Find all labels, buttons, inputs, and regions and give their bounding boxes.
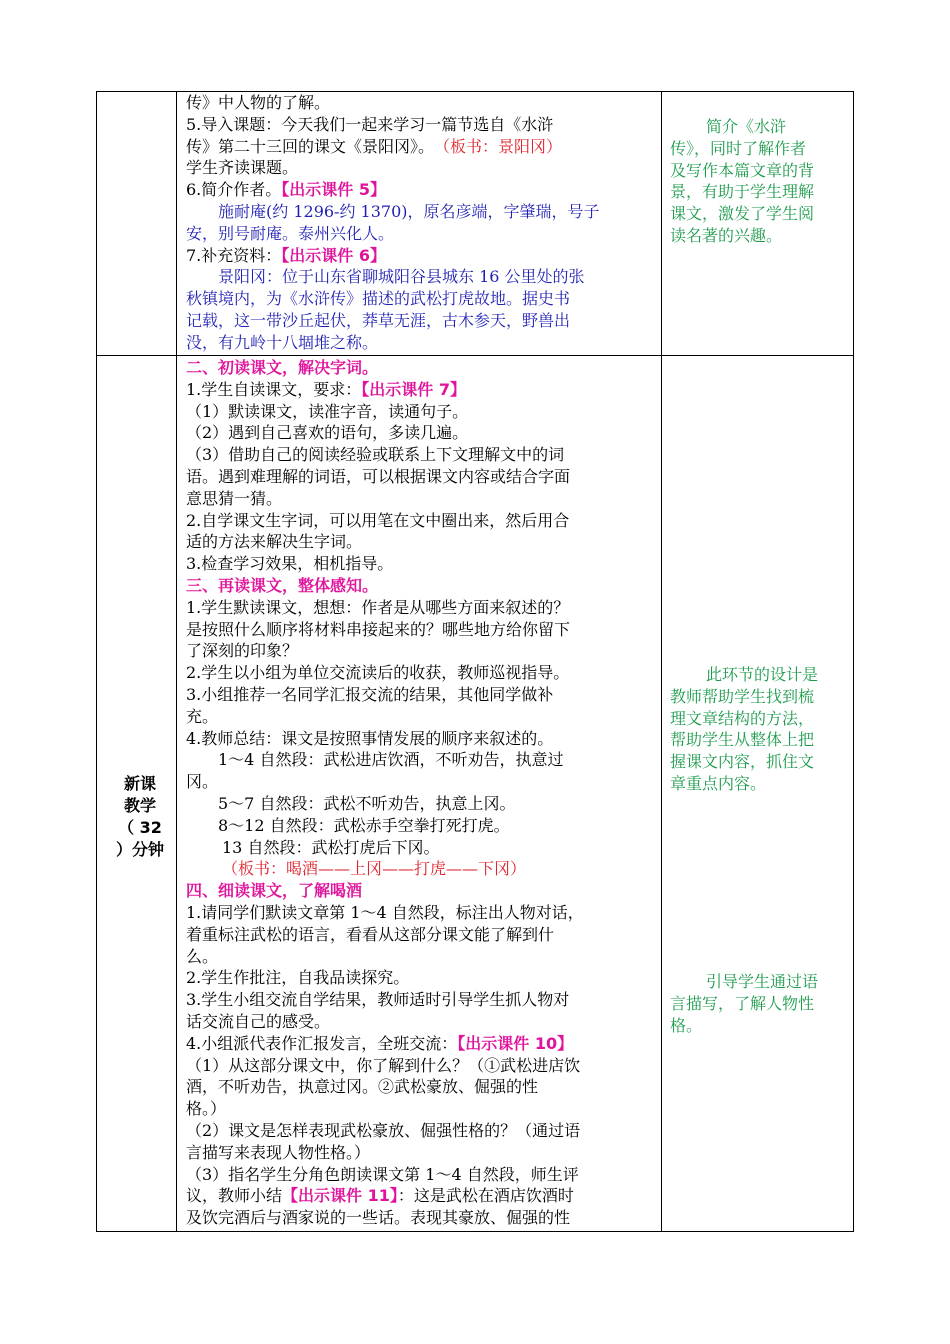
- line-text: 4.教师总结：课文是按照事情发展的顺序来叙述的。: [186, 728, 554, 748]
- line-text: 语。遇到难理解的词语，可以根据课文内容或结合字面: [186, 467, 571, 486]
- line-text: （2）课文是怎样表现武松豪放、倔强性格的？（通过语: [186, 1121, 581, 1140]
- line-text: 传》中人物的了解。: [186, 93, 331, 112]
- text-line: [186, 379, 466, 400]
- section-label-line: （ 32: [118, 818, 162, 837]
- line-text: 5.导入课题：今天我们一起来学习一篇节选自《水浒: [186, 114, 554, 134]
- section-label-line: 教学: [123, 796, 156, 815]
- text-line: [186, 619, 570, 640]
- courseware-tag: 【出示课件 5】: [281, 180, 386, 200]
- line-text: 景阳冈：位于山东省聊城阳谷县城东 16 公里处的张: [218, 267, 585, 287]
- courseware-tag: 【出示课件 6】: [281, 245, 386, 265]
- line-text: 二、初读课文，解决字词。: [186, 358, 379, 377]
- line-text: 13 自然段：武松打虎后下冈。: [222, 837, 440, 857]
- text-line: [186, 1033, 573, 1054]
- text-line: [186, 684, 553, 705]
- text-line: [186, 946, 218, 967]
- line-text: 了深刻的印象？: [186, 641, 299, 661]
- line-text: 意思猜一猜。: [186, 488, 283, 508]
- line-text: 8～12 自然段：武松赤手空拳打死打虎。: [218, 815, 510, 835]
- text-line: [186, 553, 393, 574]
- board-note: （板书：景阳冈）: [442, 136, 563, 156]
- line-text: 议，教师小结: [186, 1186, 283, 1206]
- line-text: 安，别号耐庵。泰州兴化人。: [186, 223, 395, 243]
- line-text: 7.补充资料：: [186, 245, 282, 265]
- line-text: 1～4 自然段：武松进店饮酒，不听劝告，执意过: [218, 750, 564, 770]
- note-line: 理文章结构的方法，: [670, 708, 815, 728]
- text-line: [186, 967, 409, 988]
- text-line: [186, 401, 468, 422]
- text-line: [186, 179, 386, 200]
- line-text: 施耐庵(约 1296-约 1370)，原名彦端，字肇瑞，号子: [218, 202, 600, 221]
- text-line: [186, 1164, 579, 1185]
- line-text: 么。: [186, 946, 219, 966]
- line-text: 冈。: [186, 772, 219, 792]
- text-line: [186, 575, 378, 596]
- line-text: 记载，这一带沙丘起伏，莽草无涯，古木参天，野兽出: [186, 311, 571, 330]
- table-col-divider-1: [176, 91, 177, 1232]
- line-text: 1.学生默读课文，想想：作者是从哪些方面来叙述的？: [186, 597, 570, 617]
- note-line: 此环节的设计是: [706, 665, 819, 684]
- line-text: （3）指名学生分角色朗读课文第 1～4 自然段，师生评: [186, 1164, 579, 1184]
- note-line: 握课文内容，抓住文: [670, 752, 815, 772]
- note-line: 景，有助于学生理解: [670, 182, 815, 202]
- text-line: [186, 114, 553, 135]
- text-line: [186, 902, 584, 923]
- line-text: 充。: [186, 706, 219, 726]
- line-text-after: ：这是武松在酒店饮酒时: [397, 1186, 574, 1206]
- text-line: [186, 357, 378, 378]
- line-text: （1）从这部分课文中，你了解到什么？（①武松进店饮: [186, 1055, 581, 1075]
- note-line: 教师帮助学生找到梳: [670, 686, 815, 706]
- line-text: 1.学生自读课文，要求：: [186, 379, 362, 399]
- line-text: 3.小组推荐一名同学汇报交流的结果，其他同学做补: [186, 685, 554, 704]
- text-line: [186, 728, 553, 749]
- table-left-border: [96, 91, 97, 1232]
- note-line: 传》，同时了解作者: [670, 138, 807, 158]
- text-line: [186, 640, 298, 661]
- line-text: 2.学生以小组为单位交流读后的收获，教师巡视指导。: [186, 663, 570, 683]
- text-line: [186, 1142, 370, 1163]
- section2-label: [106, 773, 174, 861]
- text-line: [218, 815, 510, 836]
- section1-content: [186, 92, 658, 354]
- line-text: 2.学生作批注，自我品读探究。: [186, 968, 410, 988]
- text-line: [218, 749, 563, 770]
- line-text: 学生齐读课题。: [186, 158, 299, 178]
- table-row-divider: [96, 355, 854, 356]
- note-line: 课文，激发了学生阅: [670, 204, 815, 224]
- line-text: 话交流自己的感受。: [186, 1012, 331, 1031]
- note-line: 章重点内容。: [670, 774, 767, 793]
- text-line: [186, 1207, 570, 1228]
- line-text: 2.自学课文生字词，可以用笔在文中圈出来，然后用合: [186, 510, 570, 530]
- text-line: [222, 858, 526, 879]
- line-text: 传》第二十三回的课文《景阳冈》。: [186, 136, 435, 156]
- line-text: 没，有九岭十八堌堆之称。: [186, 332, 379, 352]
- text-line: [186, 288, 570, 309]
- text-line: [218, 201, 600, 222]
- note-line: 帮助学生从整体上把: [670, 730, 815, 750]
- section-label-line: ）分钟: [115, 840, 164, 859]
- line-text: （1）默读课文，读准字音，读通句子。: [186, 401, 469, 421]
- line-text: 着重标注武松的语言，看看从这部分课文能了解到什: [186, 924, 555, 944]
- text-line: [218, 793, 515, 814]
- line-text: （3）借助自己的阅读经验或联系上下文理解文中的词: [186, 445, 565, 465]
- text-line: [186, 706, 218, 727]
- text-line: [186, 488, 282, 509]
- section2-content: [186, 357, 658, 1229]
- text-line: [186, 531, 362, 552]
- line-text: 格。）: [186, 1099, 227, 1119]
- text-line: [186, 880, 362, 901]
- line-text: （板书：喝酒——上冈——打虎——下冈）: [222, 859, 527, 879]
- note-line: 言描写，了解人物性: [670, 993, 815, 1013]
- text-line: [186, 989, 569, 1010]
- line-text: 3.学生小组交流自学结果，教师适时引导学生抓人物对: [186, 990, 570, 1010]
- courseware-tag: 【出示课件 7】: [361, 379, 466, 399]
- text-line: [186, 924, 554, 945]
- text-line: [186, 597, 569, 618]
- text-line: [186, 466, 570, 487]
- note-line: 格。: [670, 1015, 703, 1035]
- text-line: [222, 837, 439, 858]
- text-line: [186, 245, 386, 266]
- table-right-border: [853, 91, 854, 1232]
- line-text: 适的方法来解决生字词。: [186, 532, 363, 552]
- text-line: [186, 771, 218, 792]
- note-line: 读名著的兴趣。: [670, 226, 783, 245]
- note-line: 简介《水浒: [706, 117, 787, 136]
- text-line: [218, 266, 585, 287]
- text-line: [186, 1076, 538, 1097]
- line-text: 6.简介作者。: [186, 180, 282, 200]
- line-text: 5～7 自然段：武松不听劝告，执意上冈。: [218, 794, 516, 813]
- text-line: [186, 223, 394, 244]
- text-line: [186, 444, 564, 465]
- text-line: [186, 92, 330, 113]
- table-bottom-border: [96, 1231, 854, 1232]
- line-text: （2）遇到自己喜欢的语句，多读几遍。: [186, 423, 469, 443]
- line-text: 四、细读课文，了解喝酒: [186, 881, 363, 901]
- line-text: 秋镇境内，为《水浒传》描述的武松打虎故地。据史书: [186, 289, 571, 309]
- note-line: 及写作本篇文章的背: [670, 160, 815, 180]
- courseware-tag: 【出示课件 11】: [282, 1186, 398, 1206]
- text-line: [186, 662, 569, 683]
- courseware-tag: 【出示课件 10】: [457, 1033, 574, 1053]
- text-line: [186, 1098, 226, 1119]
- line-text: 是按照什么顺序将材料串接起来的？哪些地方给你留下: [186, 619, 571, 639]
- line-text: 4.小组派代表作汇报发言，全班交流：: [186, 1033, 458, 1053]
- text-line: [186, 157, 298, 178]
- text-line: [186, 332, 378, 353]
- section-label-line: 新课: [123, 774, 156, 793]
- line-text: 1.请同学们默读文章第 1～4 自然段，标注出人物对话，: [186, 903, 584, 922]
- text-line: [186, 136, 562, 157]
- text-line: [186, 1120, 580, 1141]
- table-col-divider-2: [661, 91, 662, 1232]
- line-text: 及饮完酒后与酒家说的一些话。表现其豪放、倔强的性: [186, 1208, 571, 1228]
- text-line: [186, 422, 468, 443]
- text-line: [186, 510, 569, 531]
- text-line: [186, 1011, 330, 1032]
- line-text: 三、再读课文，整体感知。: [186, 576, 379, 595]
- line-text: 言描写来表现人物性格。）: [186, 1142, 371, 1162]
- note-line: 引导学生通过语: [706, 972, 819, 991]
- line-text: 酒，不听劝告，执意过冈。②武松豪放、倔强的性: [186, 1077, 539, 1097]
- text-line: [186, 1185, 574, 1206]
- line-text: 3.检查学习效果，相机指导。: [186, 554, 394, 574]
- text-line: [186, 1055, 580, 1076]
- text-line: [186, 310, 570, 331]
